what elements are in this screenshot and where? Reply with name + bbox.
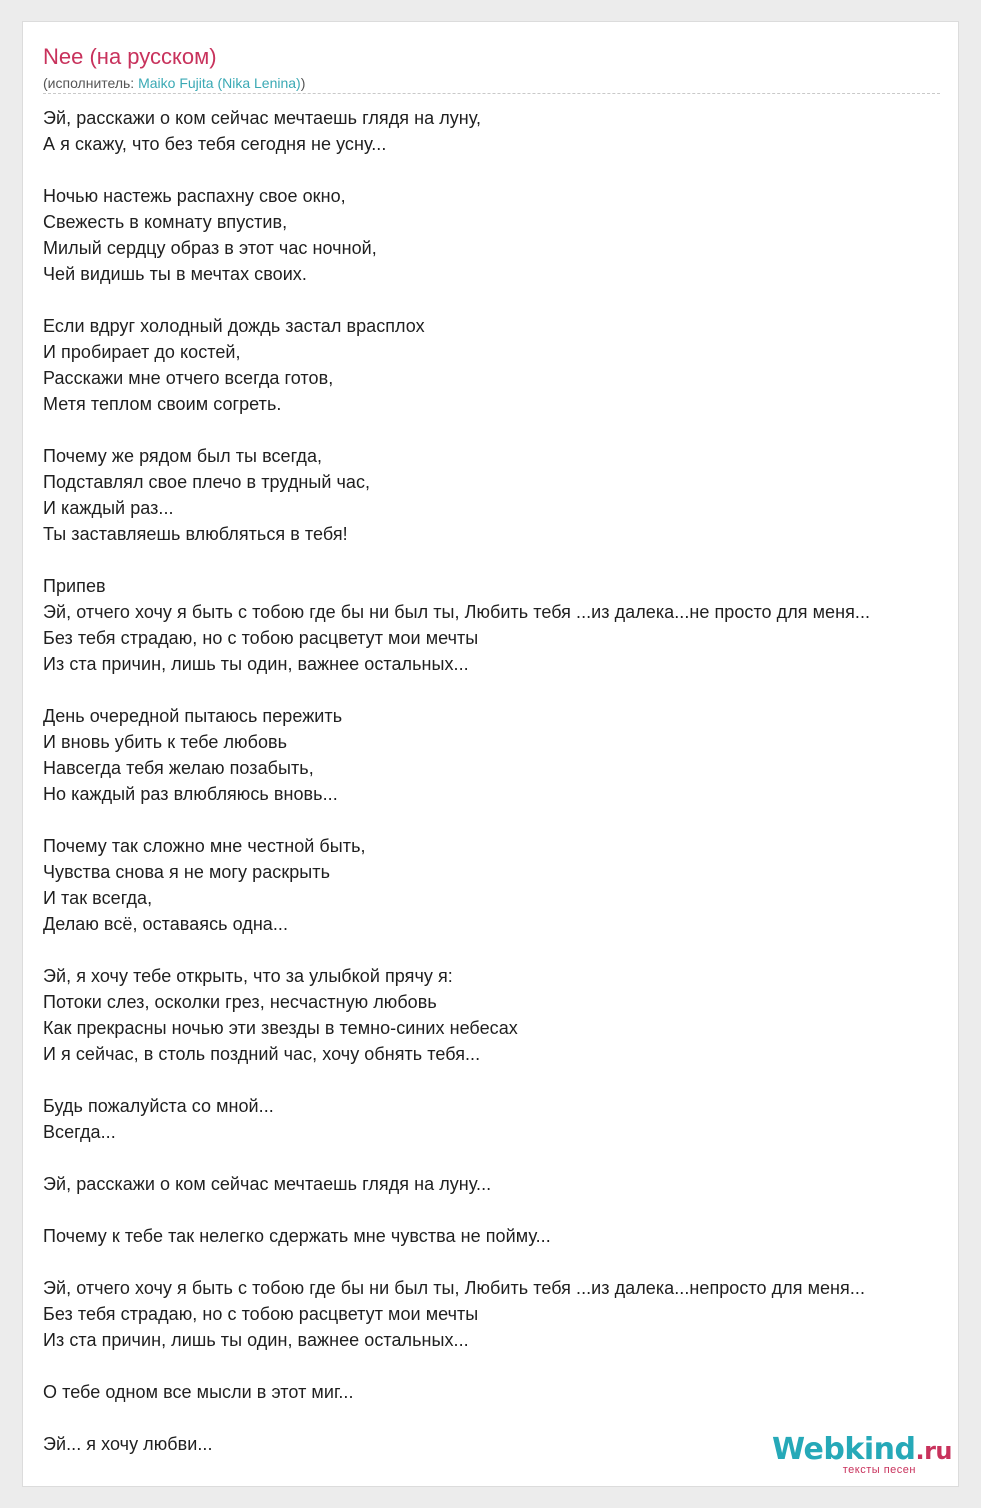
brand-watermark bbox=[772, 1432, 952, 1476]
lyric-line: Подставлял свое плечо в трудный час, bbox=[43, 472, 371, 492]
lyric-line: А я скажу, что без тебя сегодня не усну... bbox=[43, 134, 387, 154]
lyric-line: Эй, отчего хочу я быть с тобою где бы ни был ты, Любить тебя ...из далека...не просто для меня... bbox=[43, 602, 871, 622]
lyric-line bbox=[43, 547, 870, 573]
lyric-line: День очередной пытаюсь пережить bbox=[43, 706, 343, 726]
lyric-line: О тебе одном все мысли в этот миг... bbox=[43, 1382, 354, 1402]
lyric-line bbox=[43, 287, 870, 313]
lyric-line bbox=[43, 1067, 870, 1093]
lyric-line: Ты заставляешь влюбляться в тебя! bbox=[43, 524, 348, 544]
lyric-line bbox=[43, 1197, 870, 1223]
lyrics-text bbox=[43, 105, 870, 1457]
brand-tagline: тексты песен bbox=[842, 1464, 916, 1476]
lyric-line: Эй, расскажи о ком сейчас мечтаешь глядя на луну... bbox=[43, 1174, 492, 1194]
lyric-line: Если вдруг холодный дождь застал врасплох bbox=[43, 316, 425, 336]
lyrics-card bbox=[22, 21, 959, 1487]
brand-name: Webkind bbox=[772, 1432, 916, 1467]
brand-tld: .ru bbox=[915, 1437, 952, 1465]
lyric-line: Делаю всё, оставаясь одна... bbox=[43, 914, 289, 934]
lyric-line: Расскажи мне отчего всегда готов, bbox=[43, 368, 334, 388]
lyric-line: Метя теплом своим согреть. bbox=[43, 394, 282, 414]
lyric-line bbox=[43, 1405, 870, 1431]
artist-line bbox=[43, 74, 305, 92]
lyric-line: Но каждый раз влюбляюсь вновь... bbox=[43, 784, 338, 804]
lyric-line: Чувства снова я не могу раскрыть bbox=[43, 862, 331, 882]
artist-suffix: ) bbox=[300, 75, 306, 91]
lyric-line: Как прекрасны ночью эти звезды в темно-синих небесах bbox=[43, 1018, 518, 1038]
lyric-line: Эй, отчего хочу я быть с тобою где бы ни был ты, Любить тебя ...из далека...непросто для меня... bbox=[43, 1278, 865, 1298]
lyric-line: Свежесть в комнату впустив, bbox=[43, 212, 288, 232]
lyric-line: Без тебя страдаю, но с тобою расцветут мои мечты bbox=[43, 1304, 479, 1324]
artist-link[interactable]: Maiko Fujita (Nika Lenina) bbox=[138, 75, 301, 91]
lyric-line: Эй... я хочу любви... bbox=[43, 1434, 213, 1454]
lyric-line bbox=[43, 807, 870, 833]
lyric-line: Припев bbox=[43, 576, 106, 596]
lyric-line: И я сейчас, в столь поздний час, хочу обнять тебя... bbox=[43, 1044, 481, 1064]
lyric-line: Будь пожалуйста со мной... bbox=[43, 1096, 274, 1116]
lyric-line: Почему так сложно мне честной быть, bbox=[43, 836, 366, 856]
brand-logo bbox=[772, 1432, 952, 1467]
lyric-line: И так всегда, bbox=[43, 888, 153, 908]
lyric-line: Без тебя страдаю, но с тобою расцветут мои мечты bbox=[43, 628, 479, 648]
artist-prefix: (исполнитель: bbox=[43, 75, 139, 91]
lyric-line: Навсегда тебя желаю позабыть, bbox=[43, 758, 314, 778]
lyric-line bbox=[43, 1353, 870, 1379]
lyric-line bbox=[43, 157, 870, 183]
lyric-line bbox=[43, 417, 870, 443]
song-title: Nee (на русском) bbox=[43, 44, 217, 69]
lyric-line: Эй, расскажи о ком сейчас мечтаешь глядя на луну, bbox=[43, 108, 482, 128]
lyric-line: Из ста причин, лишь ты один, важнее остальных... bbox=[43, 654, 469, 674]
lyric-line: Ночью настежь распахну свое окно, bbox=[43, 186, 346, 206]
lyric-line bbox=[43, 937, 870, 963]
lyric-line: Эй, я хочу тебе открыть, что за улыбкой прячу я: bbox=[43, 966, 453, 986]
lyric-line: И каждый раз... bbox=[43, 498, 174, 518]
divider bbox=[43, 93, 940, 94]
lyric-line: Потоки слез, осколки грез, несчастную любовь bbox=[43, 992, 437, 1012]
lyric-line bbox=[43, 1145, 870, 1171]
lyric-line: Почему к тебе так нелегко сдержать мне чувства не пойму... bbox=[43, 1226, 551, 1246]
lyric-line: Чей видишь ты в мечтах своих. bbox=[43, 264, 307, 284]
lyric-line: И пробирает до костей, bbox=[43, 342, 241, 362]
lyric-line: И вновь убить к тебе любовь bbox=[43, 732, 288, 752]
lyric-line: Милый сердцу образ в этот час ночной, bbox=[43, 238, 377, 258]
lyric-line: Из ста причин, лишь ты один, важнее остальных... bbox=[43, 1330, 469, 1350]
lyric-line bbox=[43, 1249, 870, 1275]
lyric-line: Почему же рядом был ты всегда, bbox=[43, 446, 323, 466]
lyric-line: Всегда... bbox=[43, 1122, 116, 1142]
lyric-line bbox=[43, 677, 870, 703]
